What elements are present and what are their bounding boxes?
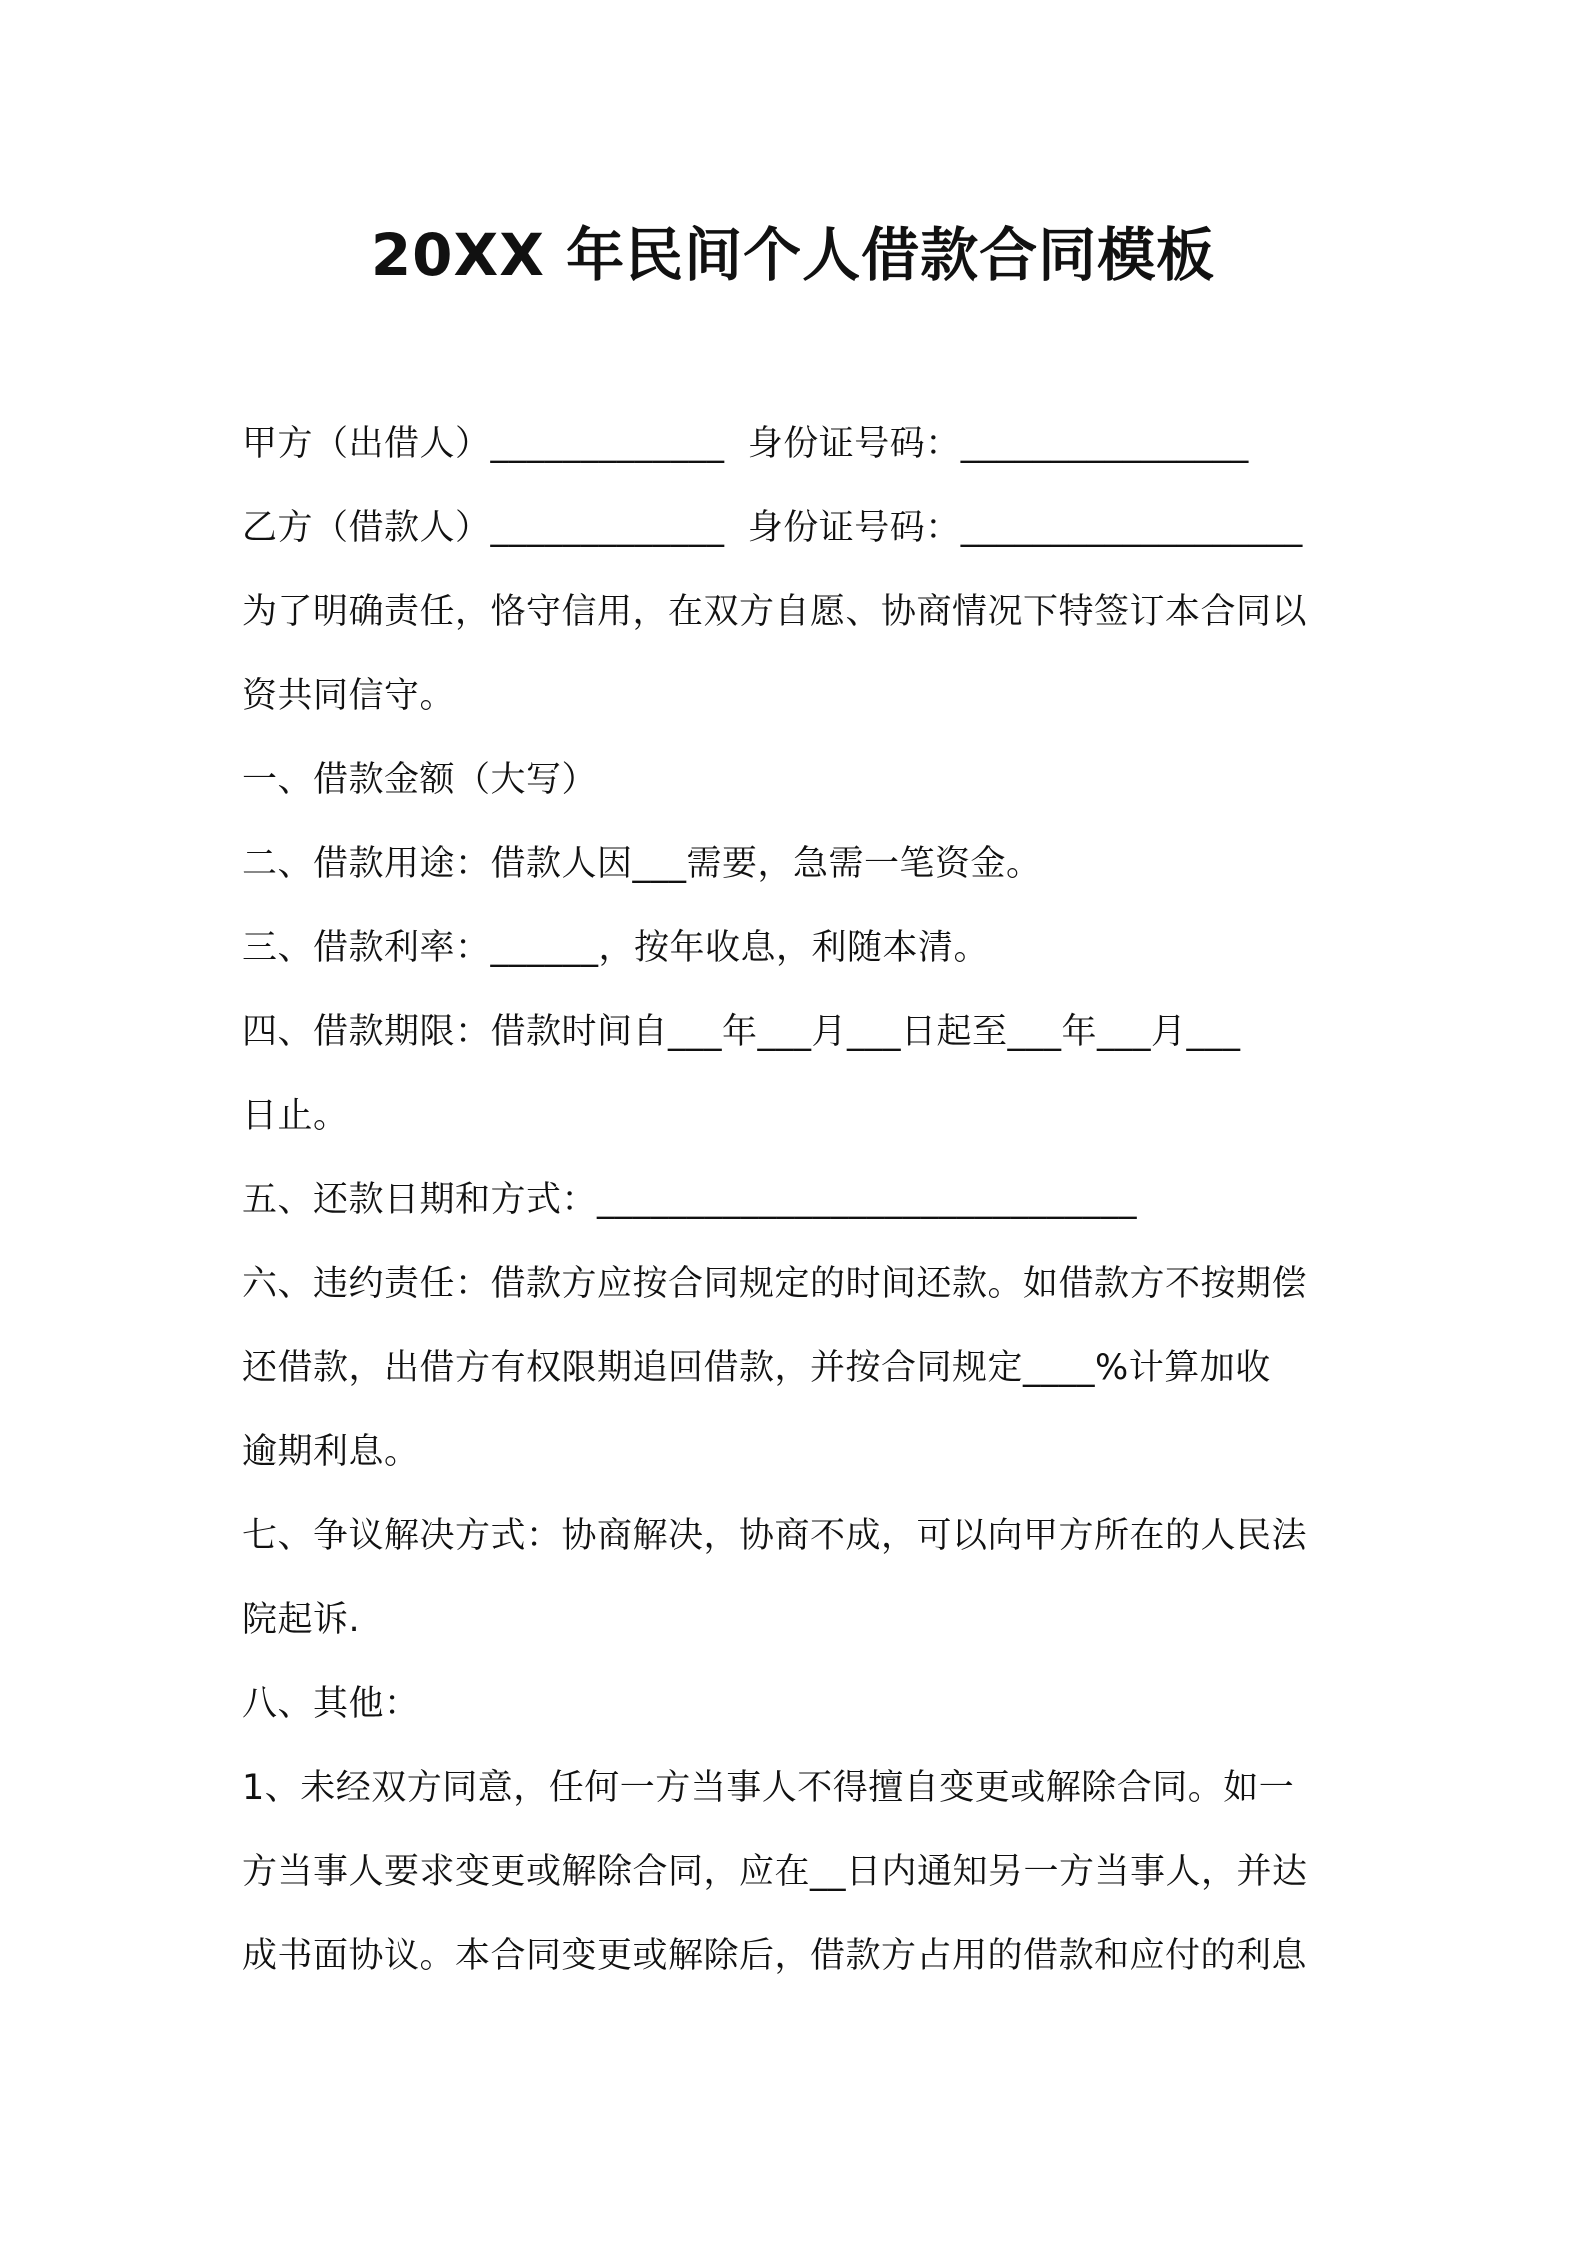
preamble-line-1: 为了明确责任，恪守信用，在双方自愿、协商情况下特签订本合同以 [242, 592, 1308, 632]
lender-line: 甲方（出借人）_____________ 身份证号码：________________ [242, 424, 1249, 464]
clause-8-other: 八、其他： [242, 1684, 420, 1724]
clause-4-term-line-1: 四、借款期限：借款时间自___年___月___日起至___年___月___ [242, 1012, 1241, 1052]
clause-1-amount: 一、借款金额（大写） [242, 760, 598, 800]
clause-8-item-1-line-3: 成书面协议。本合同变更或解除后，借款方占用的借款和应付的利息 [242, 1936, 1308, 1976]
clause-8-item-1-line-1: 1、未经双方同意，任何一方当事人不得擅自变更或解除合同。如一 [242, 1768, 1295, 1808]
clause-6-breach-line-3: 逾期利息。 [242, 1432, 420, 1472]
borrower-line: 乙方（借款人）_____________ 身份证号码：___________________ [242, 508, 1303, 548]
clause-5-repayment: 五、还款日期和方式：______________________________ [242, 1180, 1138, 1220]
document-body [242, 402, 1362, 1998]
clause-3-interest: 三、借款利率：______，按年收息，利随本清。 [242, 928, 990, 968]
clause-2-purpose: 二、借款用途：借款人因___需要，急需一笔资金。 [242, 844, 1042, 884]
clause-6-breach-line-2: 还借款，出借方有权限期追回借款，并按合同规定____%计算加收 [242, 1348, 1271, 1388]
clause-7-dispute-line-1: 七、争议解决方式：协商解决，协商不成，可以向甲方所在的人民法 [242, 1516, 1308, 1556]
clause-7-dispute-line-2: 院起诉. [242, 1600, 361, 1640]
clause-4-term-line-2: 日止。 [242, 1096, 349, 1136]
clause-6-breach-line-1: 六、违约责任：借款方应按合同规定的时间还款。如借款方不按期偿 [242, 1264, 1308, 1304]
document-title: 20XX 年民间个人借款合同模板 [370, 221, 1216, 289]
preamble-line-2: 资共同信守。 [242, 676, 456, 716]
clause-8-item-1-line-2: 方当事人要求变更或解除合同，应在__日内通知另一方当事人，并达 [242, 1852, 1308, 1892]
